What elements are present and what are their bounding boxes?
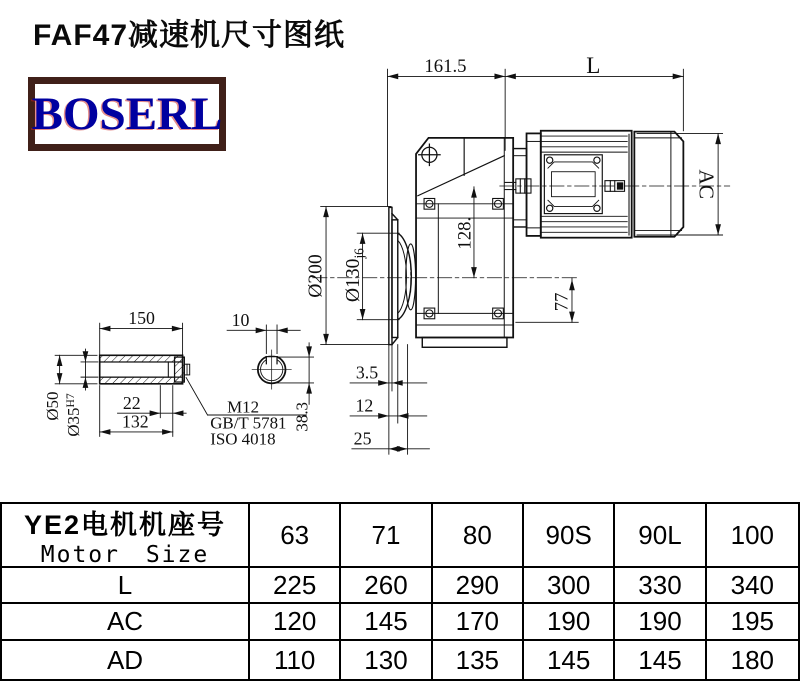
table-cell: 135	[433, 641, 524, 679]
table-cell: 225	[250, 568, 341, 604]
dim-35h7: $Ø35^{H7}$	[63, 393, 84, 437]
leader-m12: M12	[227, 397, 260, 417]
table-cell: 145	[341, 604, 432, 641]
dim-77: 77	[551, 292, 573, 312]
table-row-label-ad: AD	[2, 641, 250, 679]
table-col-header: 100	[707, 504, 798, 568]
table-cell: 130	[341, 641, 432, 679]
fan-cover	[634, 132, 683, 237]
dim-l: L	[586, 55, 601, 79]
table-cell: 190	[524, 604, 615, 641]
dim-10: 10	[231, 309, 250, 330]
flange-bolt-icons	[424, 198, 503, 318]
dim-150: 150	[128, 308, 155, 329]
brand-logo-text: BOSERL	[31, 87, 223, 140]
dim-22: 22	[122, 392, 141, 413]
table-col-header: 80	[433, 504, 524, 568]
motor-size-table	[0, 502, 800, 681]
dim-50: Ø50	[42, 391, 62, 421]
table-cell: 170	[433, 604, 524, 641]
hollow-shaft-detail	[100, 355, 190, 384]
dim-38-3: 38.3	[292, 401, 312, 432]
dimension-drawing	[0, 55, 800, 505]
table-col-header: 71	[341, 504, 432, 568]
dim-axis-offset: 128.	[454, 216, 476, 250]
table-cell: 260	[341, 568, 432, 604]
table-cell: 190	[615, 604, 706, 641]
table-header-en: Motor Size	[40, 541, 210, 568]
table-cell: 340	[707, 568, 798, 604]
motor	[505, 131, 683, 238]
table-cell: 330	[615, 568, 706, 604]
table-header-motor-size	[2, 504, 250, 568]
table-row-label-ac: AC	[2, 604, 250, 641]
table-cell: 180	[730, 644, 775, 675]
table-col-header: 63	[250, 504, 341, 568]
table-row-label-l: L	[2, 568, 250, 604]
motor-stator	[544, 155, 602, 214]
table-cell: 300	[524, 568, 615, 604]
table-cell: 110	[250, 641, 341, 679]
table-cell: 145	[524, 641, 615, 679]
page-title: FAF47减速机尺寸图纸	[33, 19, 346, 52]
leader-iso-4018: ISO 4018	[210, 429, 276, 449]
dim-12: 12	[355, 395, 374, 416]
table-col-header: 90L	[615, 504, 706, 568]
dim-161-5: 161.5	[424, 55, 467, 77]
dim-flange-od: Ø200	[305, 254, 327, 298]
flange-side-profile	[389, 207, 416, 344]
dimension-labels	[43, 55, 719, 448]
dim-25: 25	[353, 428, 372, 449]
dim-ac: AC	[694, 169, 719, 200]
table-cell: 145	[615, 641, 706, 679]
dim-spigot: $Ø130_{j6}$	[343, 248, 367, 303]
table-header-cn: YE2电机机座号	[23, 509, 227, 540]
table-cell: 120	[250, 604, 341, 641]
table-col-header: 90S	[524, 504, 615, 568]
table-cell: 195	[707, 604, 798, 641]
table-cell: 290	[433, 568, 524, 604]
dim-3-5: 3.5	[355, 362, 379, 383]
dim-132: 132	[121, 411, 149, 432]
centerlines	[313, 186, 730, 295]
leader-gbt-5781: GB/T 5781	[210, 413, 287, 433]
